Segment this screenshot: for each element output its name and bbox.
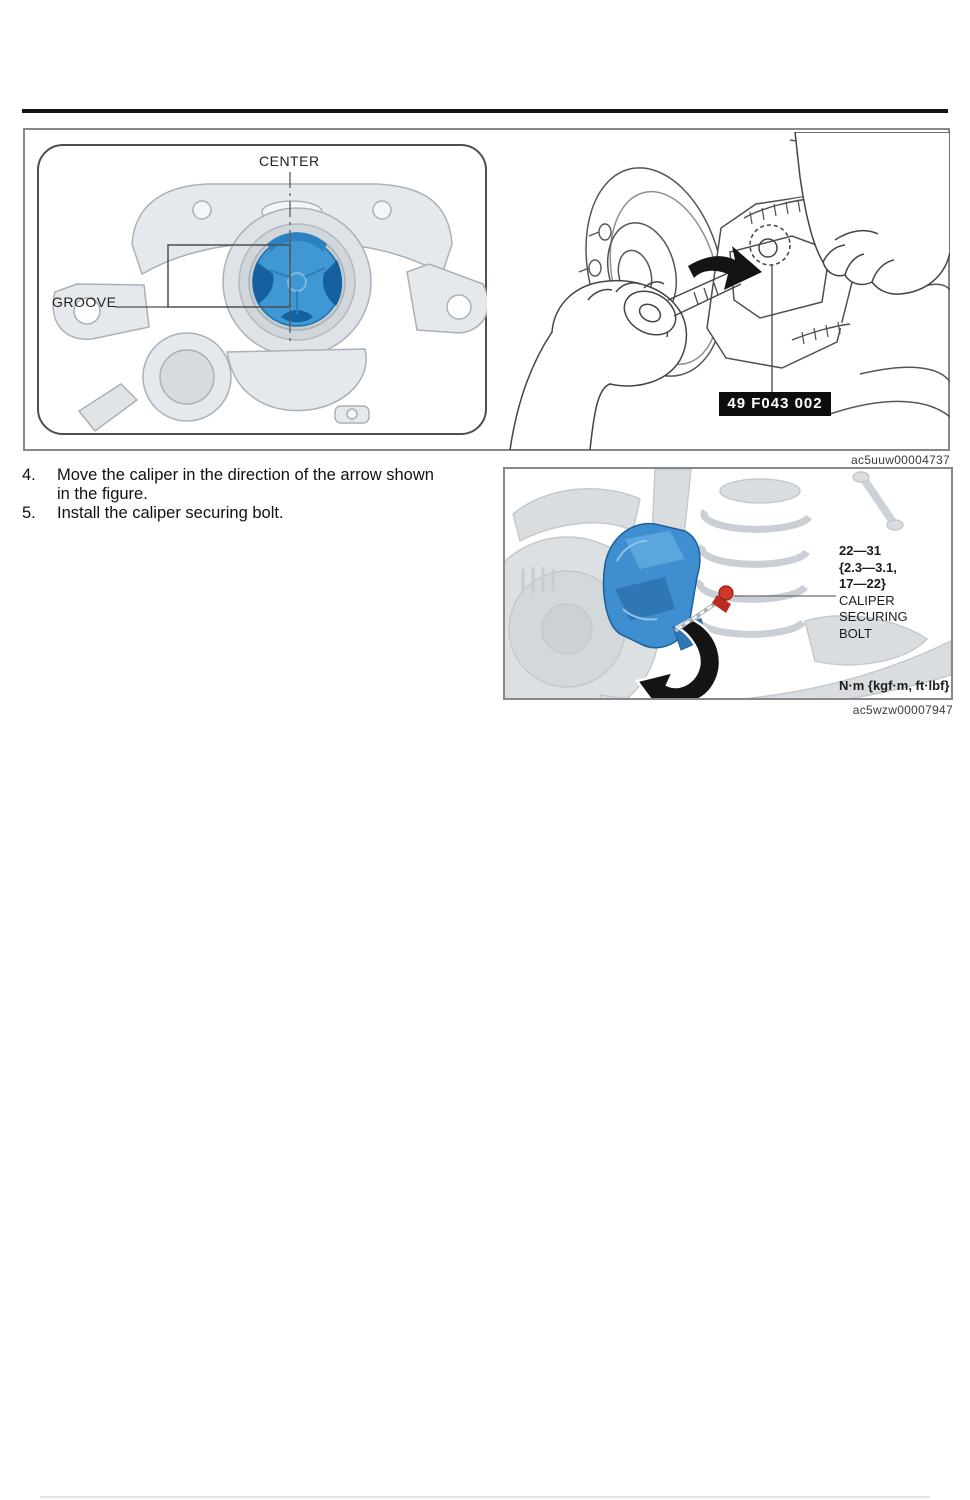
page-bottom-edge [40, 1496, 930, 1498]
list-item-text: Move the caliper in the direction of the arrow shown in the figure. [57, 466, 434, 503]
list-item-number: 5. [22, 504, 36, 522]
part-label-line: SECURING [839, 609, 908, 624]
groove-label: GROOVE [52, 294, 117, 310]
special-tool-tag: 49 F043 002 [719, 392, 831, 416]
instruction-list [22, 466, 492, 523]
list-item [22, 504, 492, 523]
part-label-line: BOLT [839, 625, 872, 641]
torque-value-kgf: {2.3—3.1, [839, 559, 897, 575]
part-label-line: CALIPER [839, 592, 895, 608]
figure-caliper-securing-bolt [503, 467, 953, 700]
list-item [22, 466, 492, 504]
list-item-text: Install the caliper securing bolt. [57, 504, 284, 522]
torque-value-ftlbf: 17—22} [839, 576, 886, 591]
torque-value-nm: 22—31 [839, 543, 881, 558]
torque-spec [839, 543, 908, 642]
figure-id: ac5wzw00007947 [852, 703, 953, 717]
list-item-number: 4. [22, 466, 36, 484]
torque-units-note: N·m {kgf·m, ft·lbf} [839, 678, 950, 693]
figure-caliper-rotation [23, 128, 950, 451]
caliper-front-illustration [37, 144, 487, 435]
figure-id: ac5uuw00004737 [851, 453, 950, 467]
section-divider-rule [22, 109, 948, 113]
center-label: CENTER [259, 153, 320, 169]
